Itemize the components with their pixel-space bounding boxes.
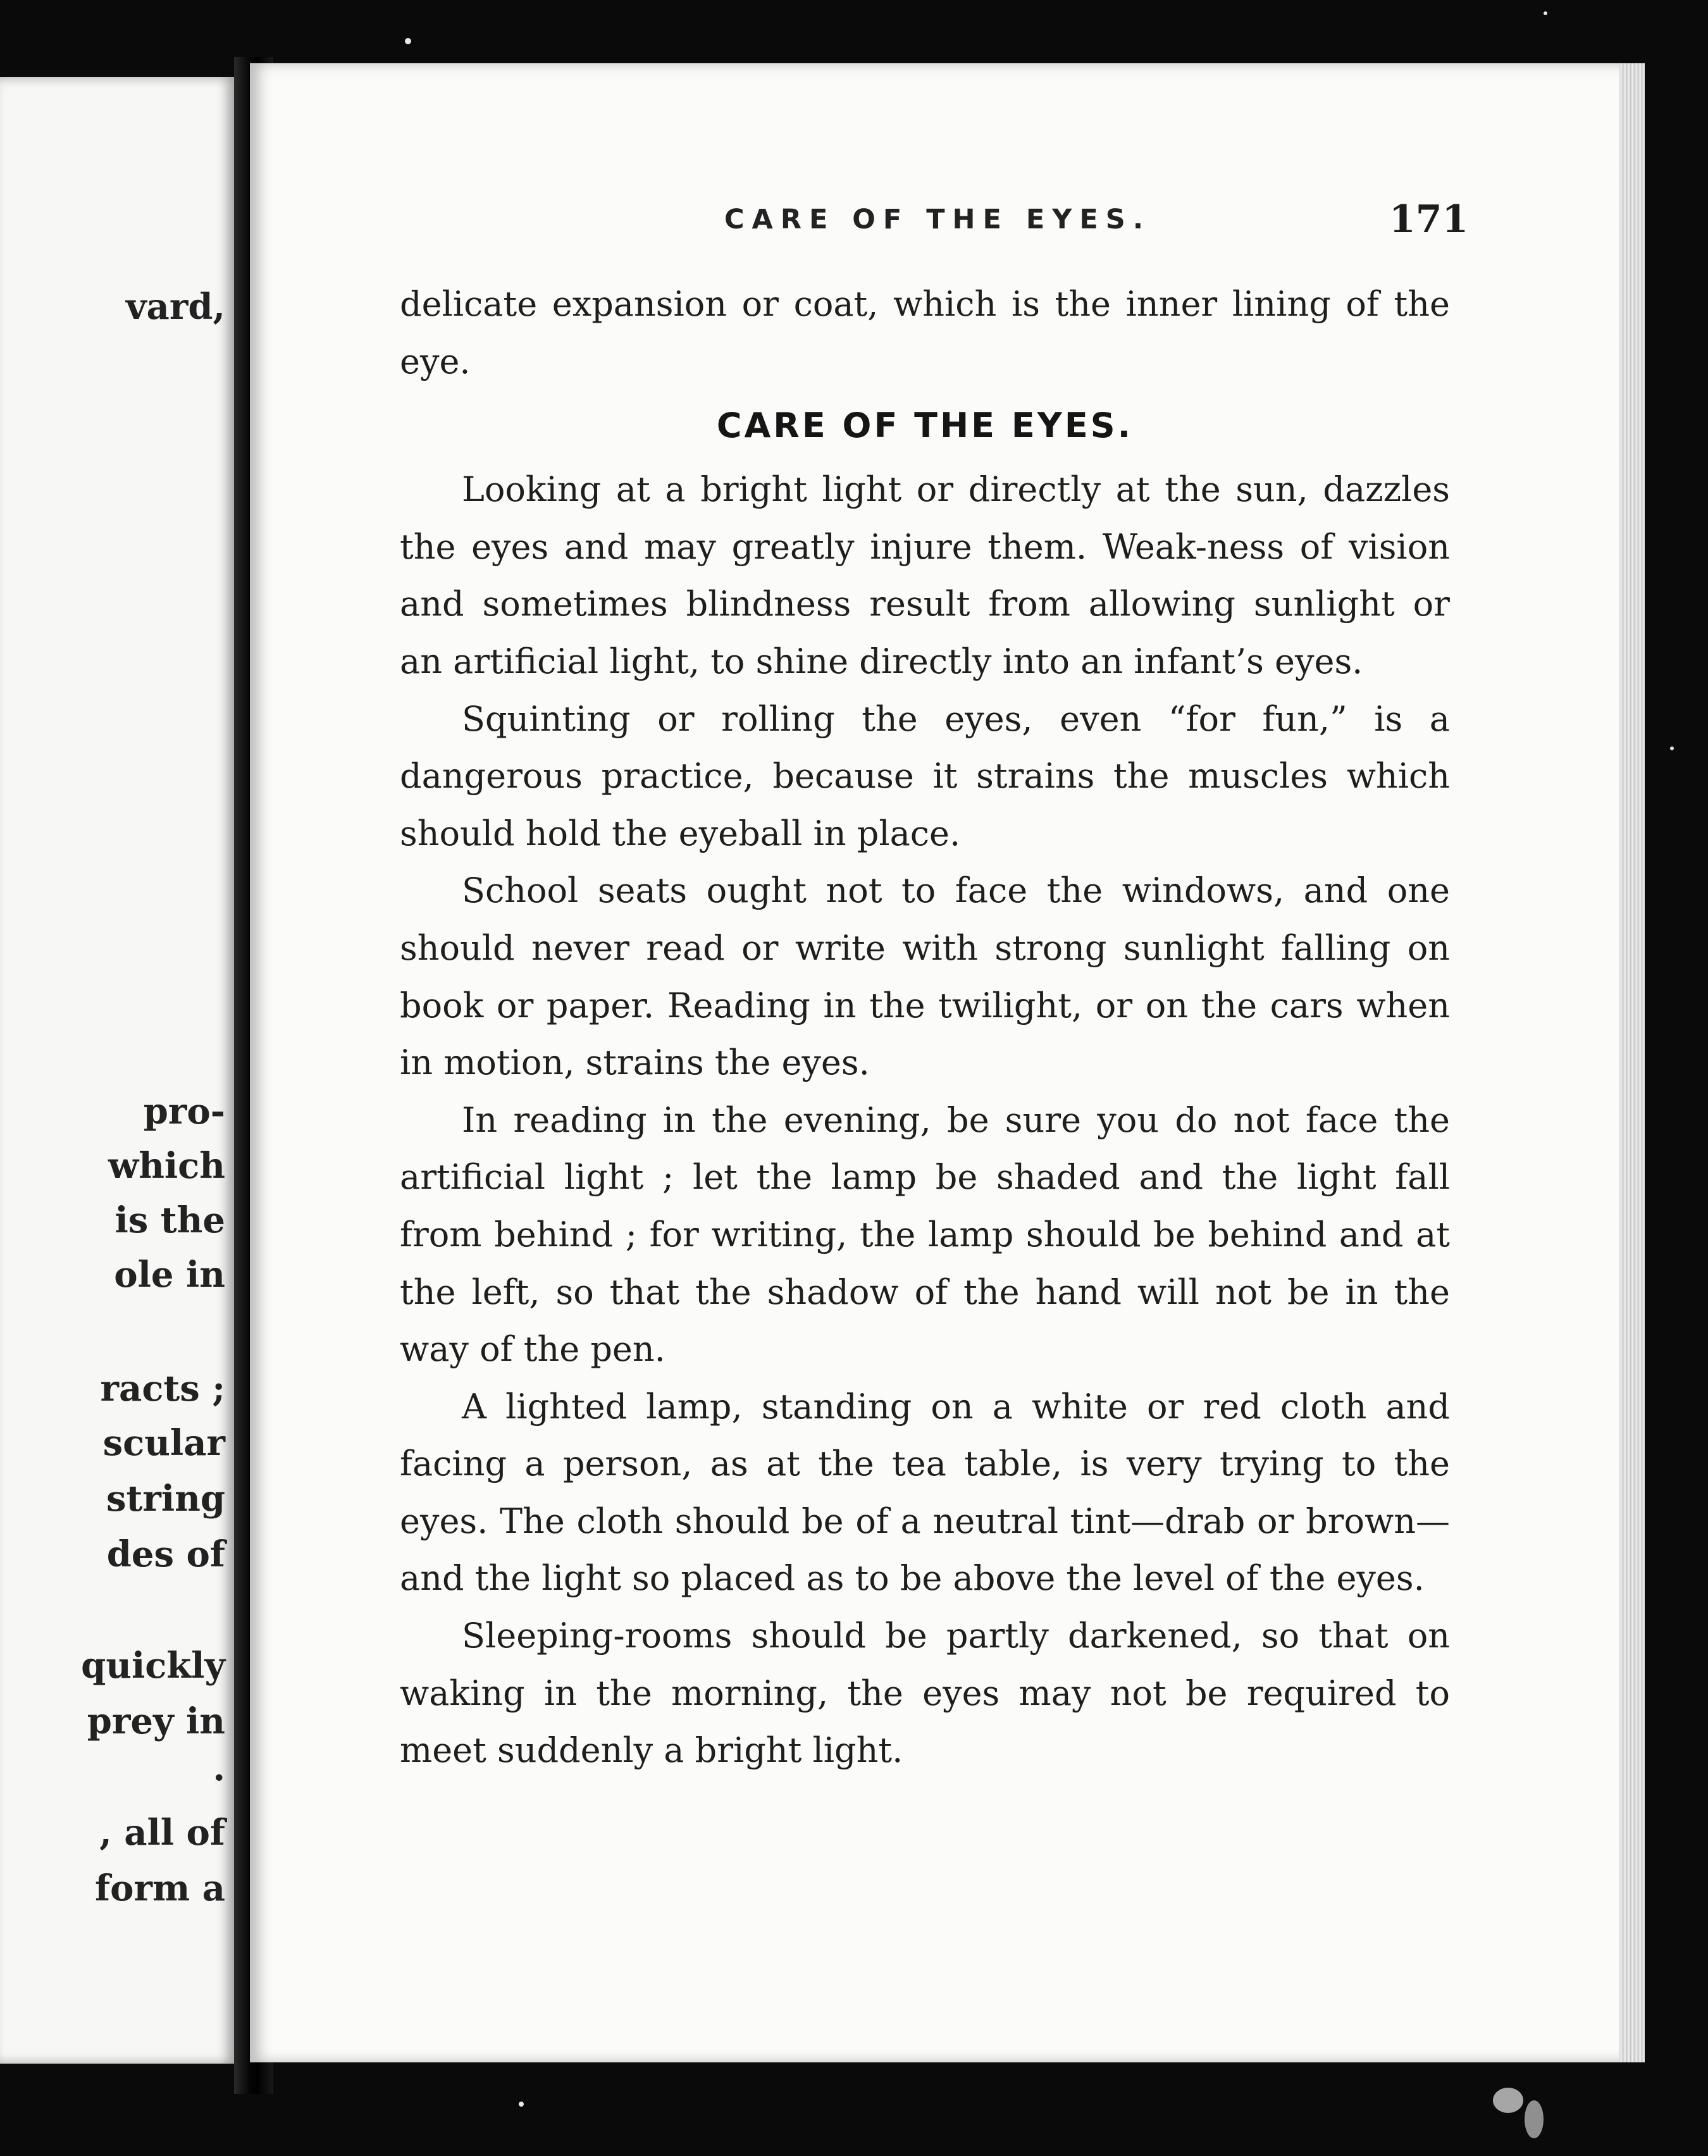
paragraph: School seats ought not to face the windows, and one should never read or write with strong sunlight falling on book or paper. Reading in the twilight, or on the cars when in motion, strains the eyes. — [400, 870, 1450, 1083]
body-text — [400, 276, 1450, 1780]
left-page-line: prey in — [87, 1701, 225, 1742]
page-number: 171 — [1389, 197, 1469, 242]
paragraph: Looking at a bright light or directly at the sun, dazzles the eyes and may greatly injure them. Weak-ness of vision and sometimes blindness result from allowing sunlight or an artificial light, to shine directly into an infant’s eyes. — [400, 469, 1450, 681]
paragraph: Sleeping-rooms should be partly darkened, so that on waking in the morning, the eyes may not be required to meet suddenly a bright light. — [400, 1616, 1450, 1771]
left-page-line: racts ; — [100, 1368, 225, 1409]
paragraph: In reading in the evening, be sure you do not face the artificial light ; let the lamp be shaded and the light fall from behind ; for writing, the lamp should be behind and at the left, so that the shadow of the hand will not be in the way of the pen. — [400, 1100, 1450, 1370]
left-page-line: string — [106, 1478, 225, 1520]
paragraph: A lighted lamp, standing on a white or red cloth and facing a person, as at the tea table, is very trying to the eyes. The cloth should be of a neutral tint—drab or brown—and the light so placed as to be above the level of the eyes. — [400, 1386, 1450, 1599]
dust-speck — [1670, 747, 1674, 750]
left-page-line: is the — [114, 1199, 225, 1241]
paragraph: Squinting or rolling the eyes, even “for fun,” is a dangerous practice, because it strains the muscles which should hold the eyeball in place. — [400, 698, 1450, 853]
left-page-line: scular — [102, 1422, 225, 1464]
dust-speck — [1525, 2100, 1544, 2138]
dust-speck — [405, 38, 411, 44]
left-page-line: ole in — [114, 1254, 225, 1296]
running-head: CARE OF THE EYES. — [724, 204, 1151, 235]
section-title: CARE OF THE EYES. — [716, 406, 1134, 446]
left-page-line: des of — [106, 1533, 225, 1575]
left-page-line: quickly — [81, 1645, 225, 1687]
left-page-line: pro- — [143, 1091, 225, 1132]
left-page-line: form a — [95, 1868, 225, 1909]
left-page-line: , all of — [99, 1812, 225, 1854]
dust-speck — [1544, 11, 1547, 15]
left-page-line: vard, — [126, 286, 225, 328]
page-edge — [1619, 63, 1645, 2062]
dust-speck — [519, 2102, 524, 2107]
left-facing-page — [0, 77, 234, 2064]
opening-paragraph: delicate expansion or coat, which is the inner lining of the eye. — [400, 284, 1450, 381]
dust-speck — [1493, 2088, 1523, 2113]
left-page-line: . — [213, 1747, 225, 1789]
left-page-line: which — [108, 1145, 225, 1187]
